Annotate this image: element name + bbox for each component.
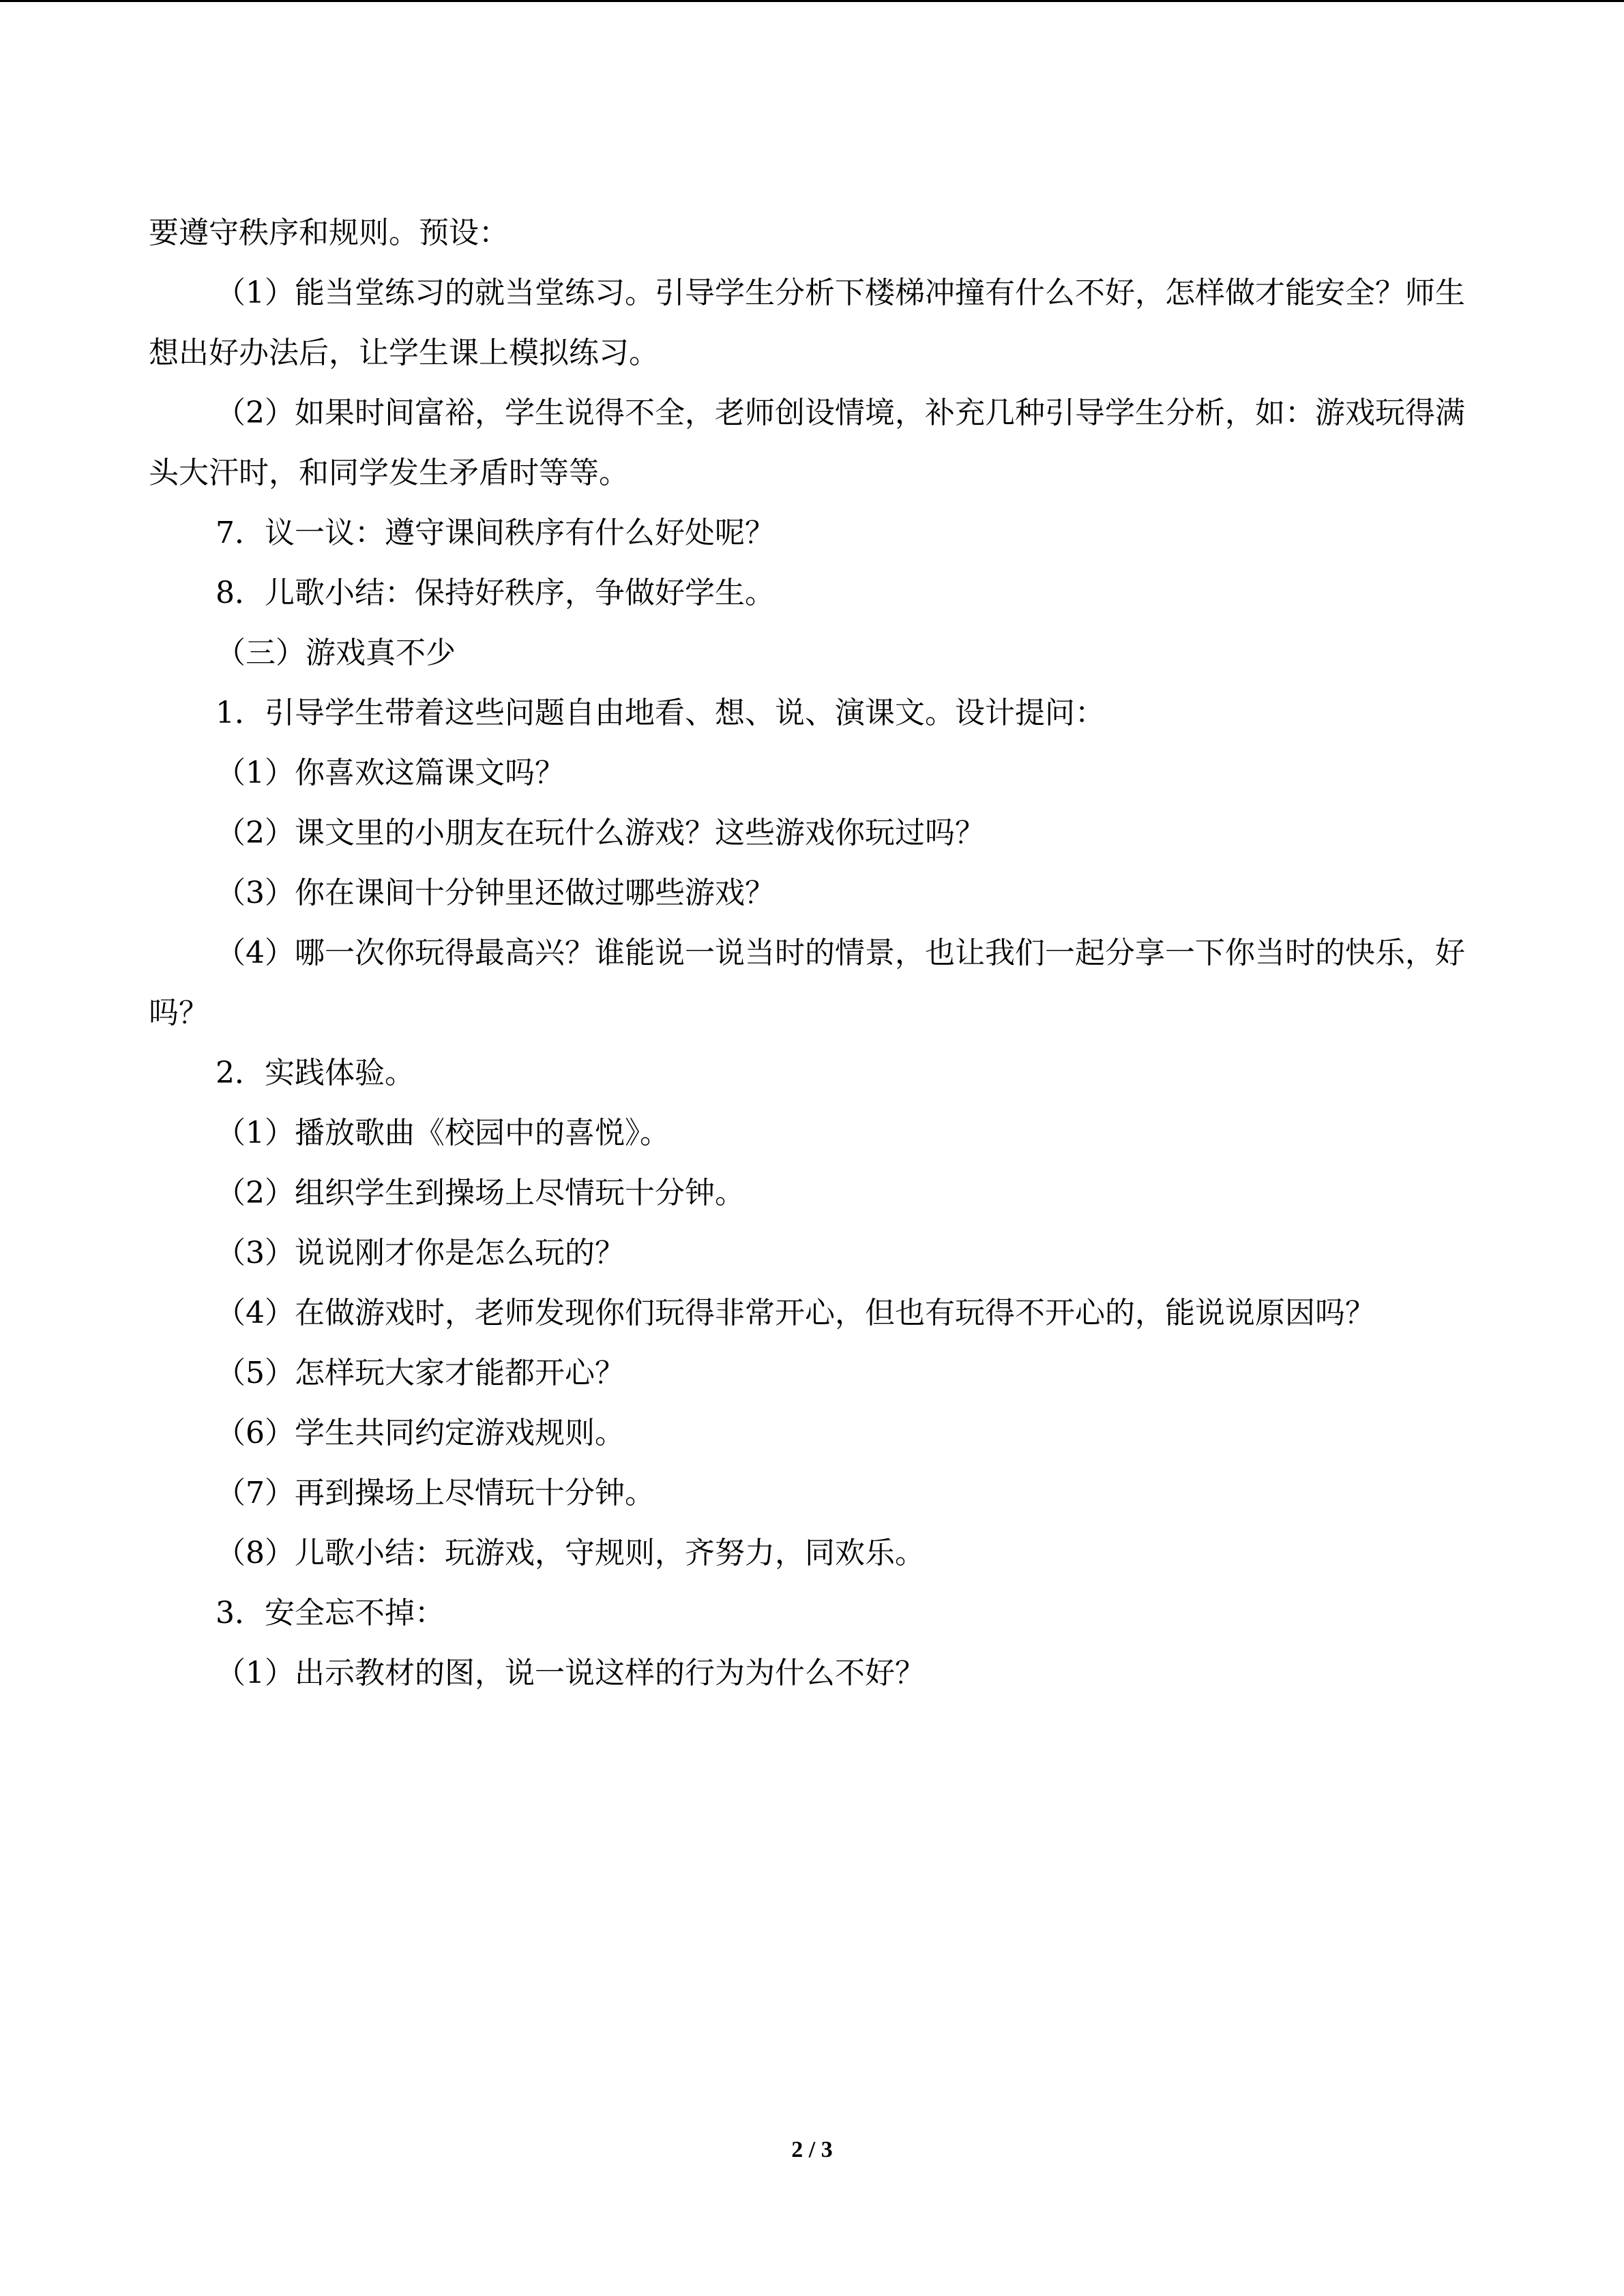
paragraph-item-1-practice: （1）能当堂练习的就当堂练习。引导学生分析下楼梯冲撞有什么不好，怎样做才能安全？师生想出好办法后，让学生课上模拟练习。 (149, 275, 1465, 370)
paragraph-continuation: 要遵守秩序和规则。预设： (149, 215, 509, 250)
paragraph-step-1-questions: 1．引导学生带着这些问题自由地看、想、说、演课文。设计提问： (216, 696, 1105, 730)
page-top-border (0, 0, 1624, 2)
practice-item-4: （4）在做游戏时，老师发现你们玩得非常开心，但也有玩得不开心的，能说说原因吗？ (216, 1296, 1375, 1330)
safety-item-1: （1）出示教材的图，说一说这样的行为为什么不好？ (216, 1656, 925, 1690)
page-number: 2 / 3 (791, 2137, 833, 2162)
paragraph-step-2-practice: 2．实践体验。 (216, 1056, 415, 1090)
practice-item-1: （1）播放歌曲《校园中的喜悦》。 (216, 1116, 670, 1150)
document-body (149, 203, 1475, 1703)
section-heading-games: （三）游戏真不少 (216, 636, 456, 670)
question-item-2: （2）课文里的小朋友在玩什么游戏？这些游戏你玩过吗？ (216, 816, 985, 850)
paragraph-item-2-scenarios: （2）如果时间富裕，学生说得不全，老师创设情境，补充几种引导学生分析，如：游戏玩得满头大汗时，和同学发生矛盾时等等。 (149, 396, 1465, 490)
question-item-1: （1）你喜欢这篇课文吗？ (216, 756, 565, 790)
paragraph-step-7: 7．议一议：遵守课间秩序有什么好处呢？ (216, 516, 775, 550)
paragraph-step-8: 8．儿歌小结：保持好秩序，争做好学生。 (216, 576, 775, 610)
paragraph-step-3-safety: 3．安全忘不掉： (216, 1596, 445, 1630)
practice-item-6: （6）学生共同约定游戏规则。 (216, 1416, 625, 1450)
practice-item-8: （8）儿歌小结：玩游戏，守规则，齐努力，同欢乐。 (216, 1536, 925, 1570)
practice-item-3: （3）说说刚才你是怎么玩的？ (216, 1236, 625, 1270)
practice-item-7: （7）再到操场上尽情玩十分钟。 (216, 1476, 655, 1510)
practice-item-5: （5）怎样玩大家才能都开心？ (216, 1356, 625, 1390)
practice-item-2: （2）组织学生到操场上尽情玩十分钟。 (216, 1176, 745, 1210)
question-item-4: （4）哪一次你玩得最高兴？谁能说一说当时的情景，也让我们一起分享一下你当时的快乐，好吗？ (149, 936, 1465, 1030)
question-item-3: （3）你在课间十分钟里还做过哪些游戏？ (216, 876, 775, 910)
